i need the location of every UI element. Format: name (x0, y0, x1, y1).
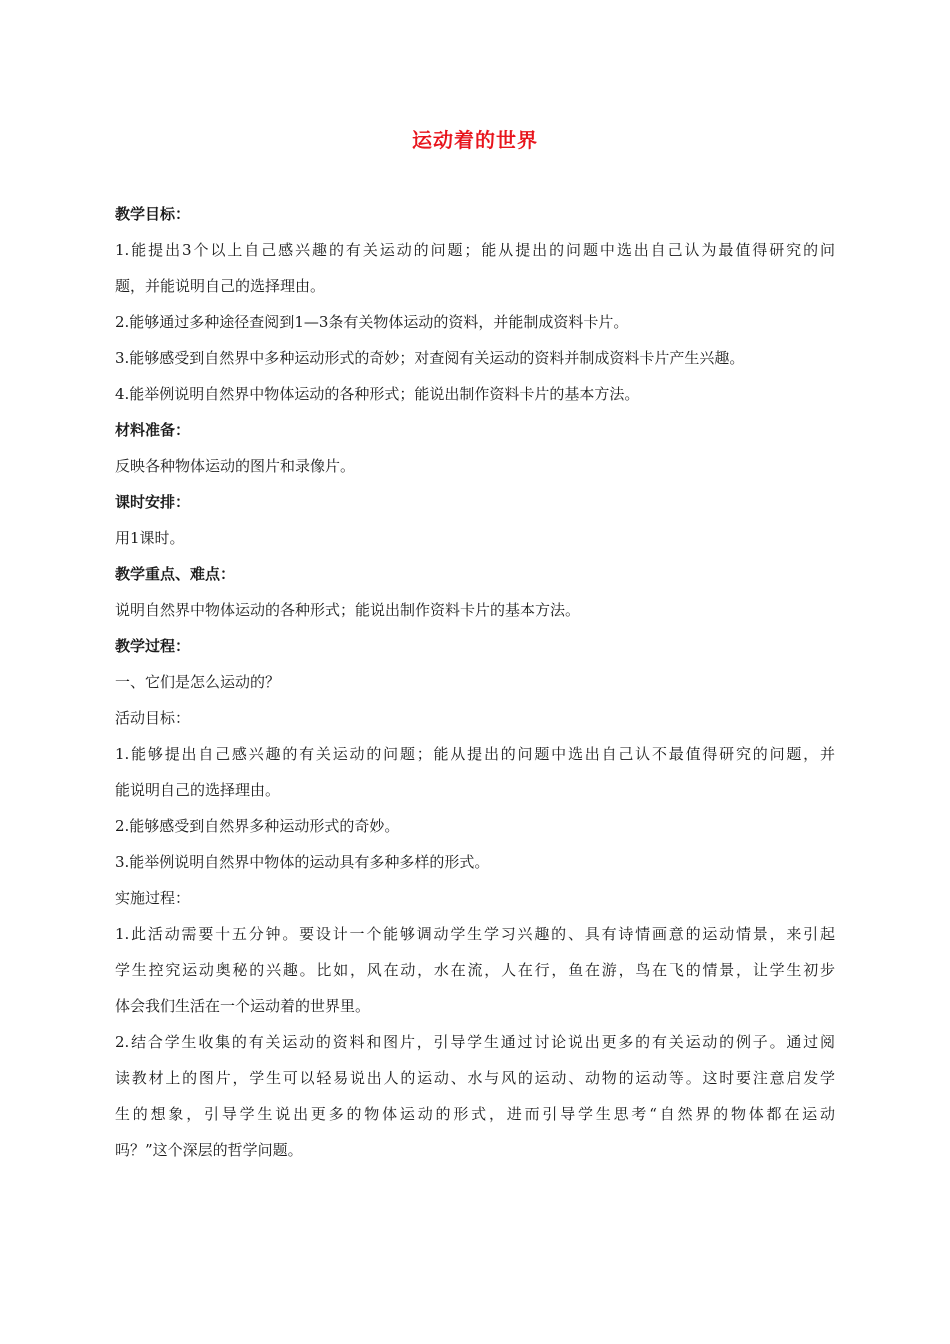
goal-item: 3.能够感受到自然界中多种运动形式的奇妙；对查阅有关运动的资料并制成资料卡片产生兴趣。 (115, 349, 745, 367)
activity-goals-label: 活动目标： (115, 709, 191, 727)
implementation-item (115, 1024, 835, 1168)
goal-item: 4.能举例说明自然界中物体运动的各种形式；能说出制作资料卡片的基本方法。 (115, 385, 640, 403)
process-heading: 教学过程： (115, 637, 191, 655)
page-title: 运动着的世界 (412, 128, 538, 152)
activity-goal-item: 2.能够感受到自然界多种运动形式的奇妙。 (115, 817, 400, 835)
implementation-line: 吗？”这个深层的哲学问题。 (115, 1141, 303, 1159)
focus-text: 说明自然界中物体运动的各种形式；能说出制作资料卡片的基本方法。 (115, 601, 581, 619)
implementation-line: 2.结合学生收集的有关运动的资料和图片，引导学生通过讨论说出更多的有关运动的例子。通过阅 (115, 1033, 835, 1051)
implementation-item (115, 916, 835, 1024)
implementation-line: 生的想象，引导学生说出更多的物体运动的形式，进而引导学生思考“自然界的物体都在运动 (115, 1105, 835, 1123)
document-body (115, 196, 835, 1168)
implementation-line: 1.此活动需要十五分钟。要设计一个能够调动学生学习兴趣的、具有诗情画意的运动情景，来引起 (115, 925, 835, 943)
goal-item (115, 232, 835, 304)
activity-goal-line: 能说明自己的选择理由。 (115, 781, 281, 799)
implementation-line: 体会我们生活在一个运动着的世界里。 (115, 997, 371, 1015)
implementation-line: 读教材上的图片，学生可以轻易说出人的运动、水与风的运动、动物的运动等。这时要注意启发学 (115, 1069, 835, 1087)
goal-line: 题，并能说明自己的选择理由。 (115, 277, 326, 295)
materials-text: 反映各种物体运动的图片和录像片。 (115, 457, 356, 475)
goal-line: 1.能提出3个以上自己感兴趣的有关运动的问题；能从提出的问题中选出自己认为最值得研究的问 (115, 241, 835, 259)
activity-goal-item: 3.能举例说明自然界中物体的运动具有多种多样的形式。 (115, 853, 490, 871)
materials-heading: 材料准备： (115, 421, 191, 439)
schedule-text: 用1课时。 (115, 529, 185, 547)
focus-heading: 教学重点、难点： (115, 565, 236, 583)
implementation-line: 学生控究运动奥秘的兴趣。比如，风在动，水在流，人在行，鱼在游，鸟在飞的情景，让学生初步 (115, 961, 835, 979)
goal-item: 2.能够通过多种途径查阅到1—3条有关物体运动的资料，并能制成资料卡片。 (115, 313, 629, 331)
activity-goal-line: 1.能够提出自己感兴趣的有关运动的问题；能从提出的问题中选出自己认不最值得研究的问题，并 (115, 745, 835, 763)
goals-heading: 教学目标： (115, 205, 191, 223)
activity-goal-item (115, 736, 835, 808)
schedule-heading: 课时安排： (115, 493, 191, 511)
part1-title: 一、它们是怎么运动的？ (115, 673, 281, 691)
implementation-label: 实施过程： (115, 889, 191, 907)
